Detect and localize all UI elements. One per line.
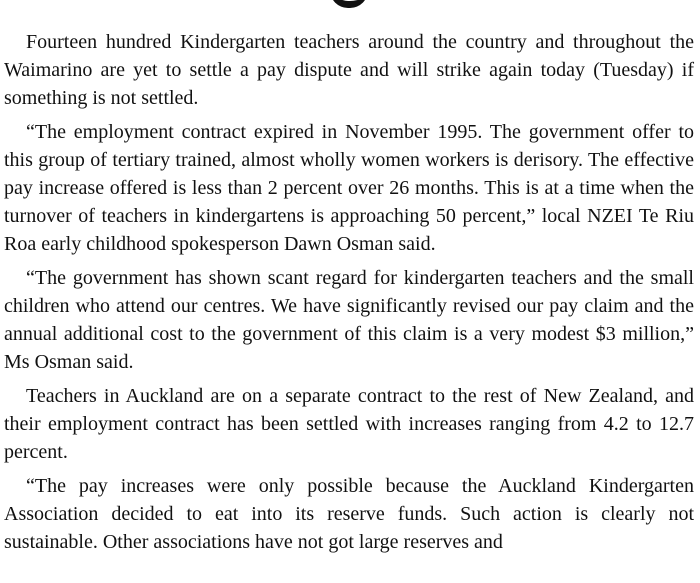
article-body [4,28,694,562]
article-paragraph-5: “The pay increases were only possible because the Auckland Kindergarten Association decided to eat into its reserve funds. Such action is clearly not sustainable. Other associations have not got large reserves and [4,475,694,553]
article-paragraph-2: “The employment contract expired in November 1995. The government offer to this group of tertiary trained, almost wholly women workers is derisory. The effective pay increase offered is less than 2 percent over 26 months. This is at a time when the turnover of teachers in kindergartens is approaching 50 percent,” local NZEI Te Riu Roa early childhood spokesperson Dawn Osman said. [4,121,694,255]
headline-letter-fragment [330,0,368,8]
article-paragraph-4: Teachers in Auckland are on a separate contract to the rest of New Zealand, and their employment contract has been settled with increases ranging from 4.2 to 12.7 percent. [4,385,694,463]
article-paragraph-1: Fourteen hundred Kindergarten teachers around the country and throughout the Waimarino are yet to settle a pay dispute and will strike again today (Tuesday) if something is not settled. [4,31,694,109]
article-paragraph-3: “The government has shown scant regard for kindergarten teachers and the small children who attend our centres. We have significantly revised our pay claim and the annual additional cost to the government of this claim is a very modest $3 million,” Ms Osman said. [4,267,694,373]
